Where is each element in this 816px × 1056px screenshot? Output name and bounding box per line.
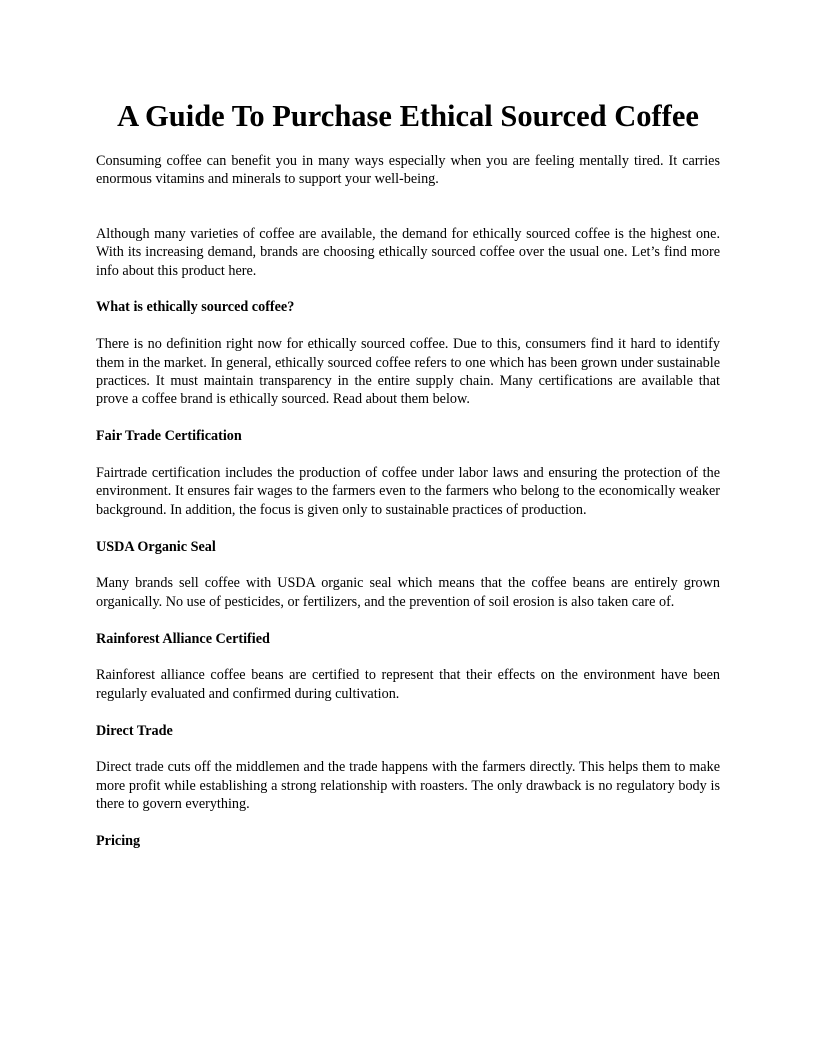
paragraph-demand: Although many varieties of coffee are available, the demand for ethically sourced coffee is the highest one. With its increasing demand, brands are choosing ethically sourced coffee over the usual one. Let’s find more info about this product here. (96, 225, 720, 279)
document-title: A Guide To Purchase Ethical Sourced Coffee (117, 99, 699, 133)
paragraph-usda-organic: Many brands sell coffee with USDA organic seal which means that the coffee beans are entirely grown organically. No use of pesticides, or fertilizers, and the prevention of soil erosion is also taken care of. (96, 575, 720, 610)
heading-what-is-ethically-sourced: What is ethically sourced coffee? (96, 299, 295, 316)
paragraph-intro: Consuming coffee can benefit you in many ways especially when you are feeling mentally tired. It carries enormous vitamins and minerals to support your well-being. (96, 153, 720, 188)
heading-rainforest-alliance: Rainforest Alliance Certified (96, 630, 270, 647)
paragraph-definition: There is no definition right now for ethically sourced coffee. Due to this, consumers find it hard to identify them in the market. In general, ethically sourced coffee refers to one which has been grown under sustainable practices. It must maintain transparency in the entire supply chain. Many certifications are available that prove a coffee brand is ethically sourced. Read about them below. (96, 336, 720, 408)
paragraph-fair-trade: Fairtrade certification includes the production of coffee under labor laws and ensuring the protection of the environment. It ensures fair wages to the farmers even to the farmers who belong to the economically weaker background. In addition, the focus is given only to sustainable practices of production. (96, 465, 720, 518)
heading-pricing: Pricing (96, 833, 141, 850)
paragraph-rainforest-alliance: Rainforest alliance coffee beans are certified to represent that their effects on the environment have been regularly evaluated and confirmed during cultivation. (96, 667, 720, 702)
document-page (96, 96, 720, 850)
paragraph-direct-trade: Direct trade cuts off the middlemen and the trade happens with the farmers directly. This helps them to make more profit while establishing a strong relationship with roasters. The only drawback is no regulatory body is there to govern everything. (96, 759, 720, 813)
heading-fair-trade: Fair Trade Certification (96, 428, 242, 445)
heading-direct-trade: Direct Trade (96, 722, 173, 739)
heading-usda-organic: USDA Organic Seal (96, 538, 216, 555)
